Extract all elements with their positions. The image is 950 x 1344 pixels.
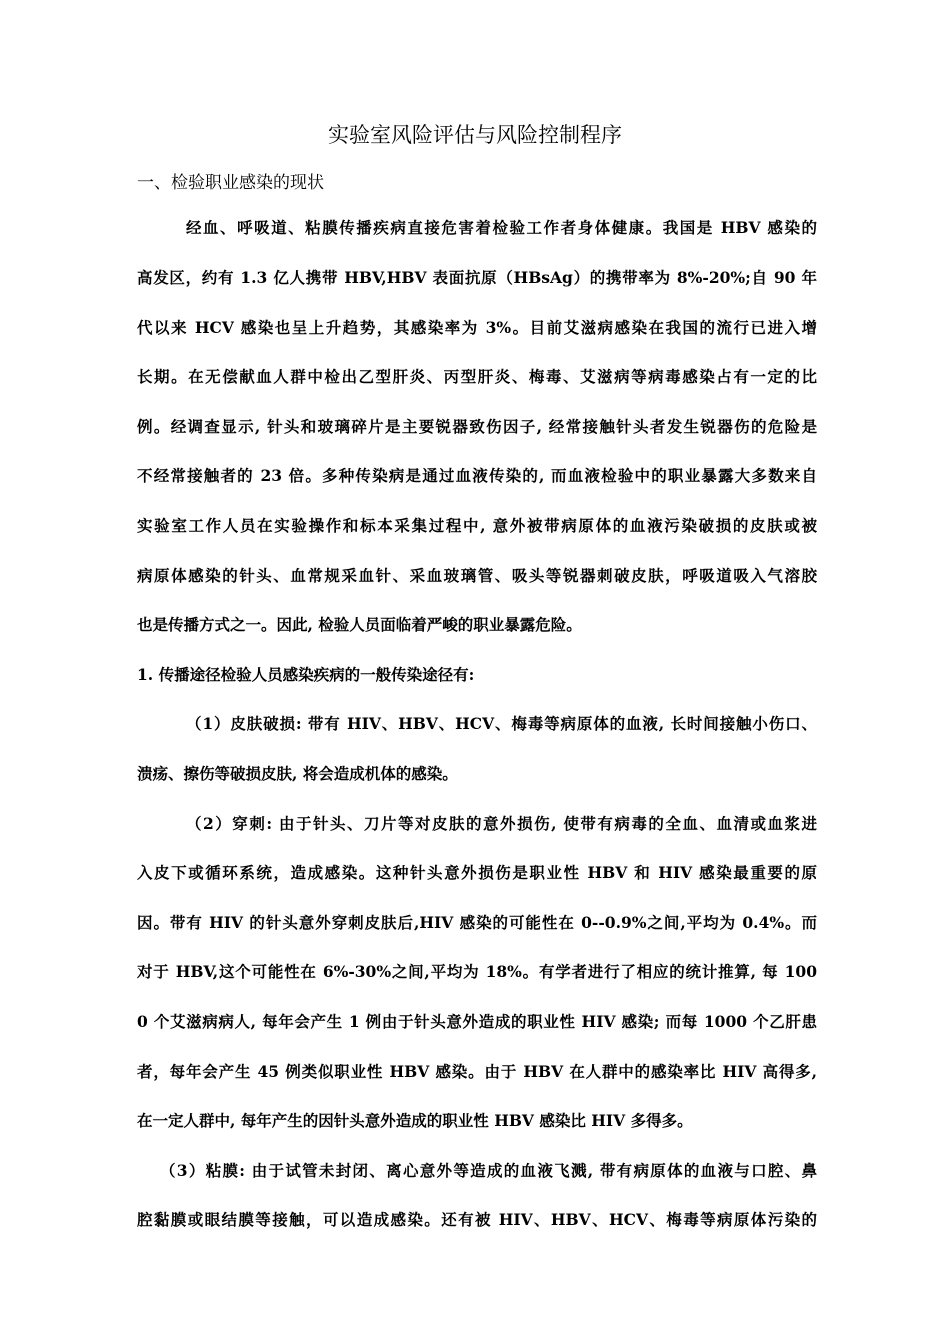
paragraph-line: 高发区，约有 1.3 亿人携带 HBV,HBV 表面抗原（HBsAg）的携带率为 8%-20%;自 90 年: [137, 268, 817, 287]
paragraph-line: 病原体感染的针头、血常规采血针、采血玻璃管、吸头等锐器刺破皮肤，呼吸道吸入气溶胶: [137, 566, 817, 585]
paragraph-line: 溃疡、擦伤等破损皮肤, 将会造成机体的感染。: [137, 764, 458, 783]
paragraph-line: （1）皮肤破损: 带有 HIV、HBV、HCV、梅毒等病原体的血液, 长时间接触小伤口、: [186, 714, 817, 733]
paragraph-line: 例。经调查显示, 针头和玻璃碎片是主要锐器致伤因子, 经常接触针头者发生锐器伤的危险是: [137, 417, 817, 436]
paragraph-line: 不经常接触者的 23 倍。多种传染病是通过血液传染的, 而血液检验中的职业暴露大多数来自: [137, 466, 817, 485]
document-title: 实验室风险评估与风险控制程序: [328, 123, 622, 147]
paragraph-line: 在一定人群中, 每年产生的因针头意外造成的职业性 HBV 感染比 HIV 多得多。: [137, 1111, 693, 1130]
paragraph-line: 者，每年会产生 45 例类似职业性 HBV 感染。由于 HBV 在人群中的感染率比 HIV 高得多,: [137, 1062, 817, 1081]
paragraph-line: 也是传播方式之一。因此, 检验人员面临着严峻的职业暴露危险。: [137, 615, 582, 634]
paragraph-line: 经血、呼吸道、粘膜传播疾病直接危害着检验工作者身体健康。我国是 HBV 感染的: [186, 218, 817, 237]
paragraph-line: 长期。在无偿献血人群中检出乙型肝炎、丙型肝炎、梅毒、艾滋病等病毒感染占有一定的比: [137, 367, 817, 386]
paragraph-line: 实验室工作人员在实验操作和标本采集过程中, 意外被带病原体的血液污染破损的皮肤或被: [137, 516, 817, 535]
list-item-heading: 1. 传播途径检验人员感染疾病的一般传染途径有:: [137, 665, 475, 684]
paragraph-line: 对于 HBV,这个可能性在 6%-30%之间,平均为 18%。有学者进行了相应的统计推算, 每 100: [137, 962, 817, 981]
paragraph-line: 代以来 HCV 感染也呈上升趋势，其感染率为 3%。目前艾滋病感染在我国的流行已进入增: [137, 318, 817, 337]
section-heading: 一、检验职业感染的现状: [137, 173, 324, 193]
paragraph-line: 入皮下或循环系统，造成感染。这种针头意外损伤是职业性 HBV 和 HIV 感染最重要的原: [137, 863, 817, 882]
paragraph-line: 因。带有 HIV 的针头意外穿刺皮肤后,HIV 感染的可能性在 0--0.9%之间,平均为 0.4%。而: [137, 913, 817, 932]
paragraph-line: （3）粘膜: 由于试管未封闭、离心意外等造成的血液飞溅, 带有病原体的血液与口腔、鼻: [160, 1161, 817, 1180]
paragraph-line: （2）穿刺: 由于针头、刀片等对皮肤的意外损伤, 使带有病毒的全血、血清或血浆进: [186, 814, 817, 833]
paragraph-line: 0 个艾滋病病人, 每年会产生 1 例由于针头意外造成的职业性 HIV 感染; 而每 1000 个乙肝患: [137, 1012, 817, 1031]
paragraph-line: 腔黏膜或眼结膜等接触，可以造成感染。还有被 HIV、HBV、HCV、梅毒等病原体污染的: [137, 1210, 817, 1229]
